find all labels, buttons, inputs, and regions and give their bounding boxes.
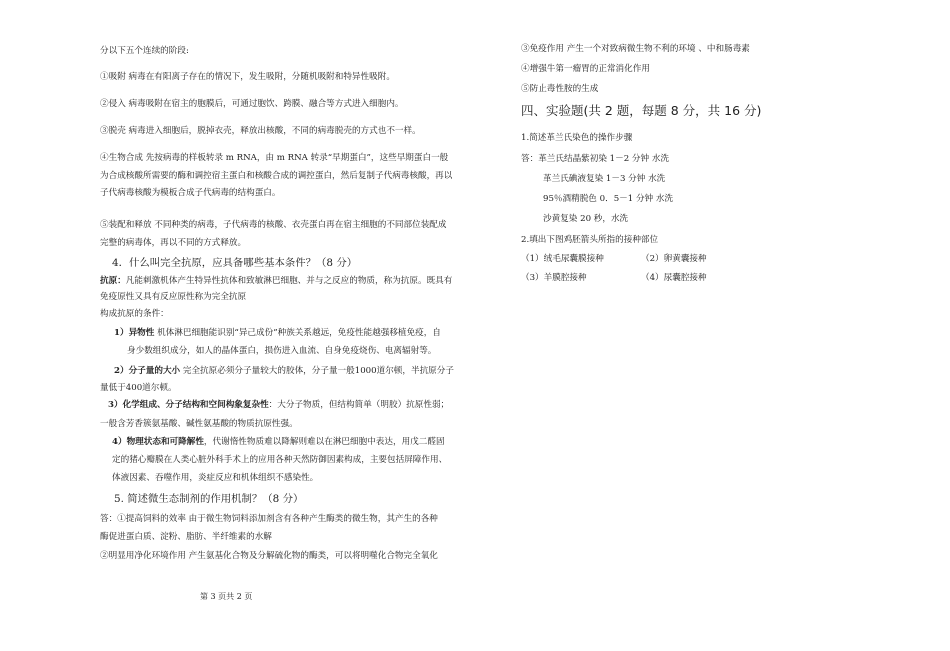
stage-biosynthesis-line3: 子代病毒核酸为模板合成子代病毒的结构蛋白。 (100, 188, 281, 198)
stage-biosynthesis-line2: 为合成核酸所需要的酶和调控宿主蛋白和核酸合成的调控蛋白，然后复制子代病毒核酸，再以 (100, 171, 453, 181)
mechanism-amine: ⑤防止毒性胺的生成 (521, 84, 599, 94)
condition-1-line1 (114, 326, 441, 342)
experiment-1-question: 1.简述革兰氏染色的操作步骤 (521, 133, 633, 143)
condition-3-line1 (108, 398, 449, 414)
stage-adsorption: ①吸附 病毒在有阳离子存在的情况下，发生吸附，分随机吸附和特异性吸附。 (100, 72, 395, 82)
stage-assembly-line2: 完整的病毒体，再以不同的方式释放。 (100, 238, 247, 248)
condition-2-text: 完全抗原必须分子量较大的胶体，分子量一般1000道尔顿，半抗原分子 (180, 366, 454, 376)
page-footer: 第 3 页共 2 页 (200, 592, 253, 601)
condition-1-term: 1）异物性 (114, 328, 155, 338)
condition-1-line2: 身少数组织成分，如人的晶体蛋白，损伤进入血流、自身免疫烧伤、电离辐射等。 (127, 346, 437, 356)
experiment-2-question: 2.填出下图鸡胚箭头所指的接种部位 (521, 235, 659, 245)
antigen-term: 抗原： (100, 276, 126, 286)
condition-4-line1 (112, 435, 445, 451)
condition-4-line2: 定的猪心瓣膜在人类心脏外科手术上的应用各种天然防御因素构成，主要包括屏障作用、 (112, 455, 448, 465)
stage-uncoating: ③脱壳 病毒进入细胞后，脱掉衣壳，释放出核酸，不同的病毒脱壳的方式也不一样。 (100, 126, 421, 136)
question-4: 4．什么叫完全抗原，应具备哪些基本条件？（8 分） (112, 257, 358, 269)
antigen-definition-line2: 免疫原性又具有反应原性称为完全抗原 (100, 292, 247, 302)
condition-3-term: 3）化学组成、分子结构和空间构象复杂性 (108, 400, 269, 410)
condition-4-line3: 体液因素、吞噬作用，炎症反应和机体组织不感染性。 (112, 473, 319, 483)
condition-2-line2: 量低于400道尔顿。 (100, 383, 177, 393)
inoculation-site-1: （1）绒毛尿囊膜接种 (521, 254, 604, 264)
stage-biosynthesis-line1: ④生物合成 先按病毒的样板转录 m RNA，由 m RNA 转录“早期蛋白”，这些早期蛋白一般 (100, 153, 449, 163)
question-5: 5. 简述微生态制剂的作用机制？（8 分） (114, 493, 304, 505)
condition-4-term: 4）物理状态和可降解性 (112, 437, 204, 447)
antigen-definition-text: 凡能刺激机体产生特异性抗体和致敏淋巴细胞、并与之反应的物质，称为抗原。既具有 (125, 276, 453, 286)
condition-1-text: 机体淋巴细胞能识别“异己成份”种族关系越远，免疫性能越强移植免疫，自 (154, 328, 441, 338)
inoculation-site-3: （3）羊膜腔接种 (521, 273, 587, 283)
inoculation-site-4: （4）尿囊腔接种 (641, 273, 707, 283)
condition-3-text: ：大分子物质，但结构简单（明胶）抗原性弱； (268, 400, 450, 410)
condition-4-text: ，代谢惰性物质难以降解则难以在淋巴细胞中表达，用戊二醛固 (203, 437, 445, 447)
mechanism-immune: ③免疫作用 产生一个对致病微生物不利的环境 、中和肠毒素 (521, 44, 750, 54)
mechanism-rumen: ④增强牛第一瘤胃的正常消化作用 (521, 64, 650, 74)
answer-5-line2: 酶促进蛋白质、淀粉、脂肪、半纤维素的水解 (100, 532, 272, 542)
intro-text: 分以下五个连续的阶段: (100, 46, 189, 56)
antigen-definition-line1 (100, 274, 452, 290)
condition-2-term: 2）分子量的大小 (114, 366, 181, 376)
condition-2-line1 (114, 364, 454, 380)
conditions-title: 构成抗原的条件： (100, 309, 169, 319)
gram-stain-step-1: 答：革兰氏结晶紫初染 1－2 分钟 水洗 (521, 154, 670, 164)
stage-penetration: ②侵入 病毒吸附在宿主的胞膜后，可通过胞饮、跨膜、融合等方式进入细胞内。 (100, 99, 404, 109)
inoculation-site-2: （2）卵黄囊接种 (641, 254, 707, 264)
answer-5-line3: ②明显用净化环境作用 产生氨基化合物及分解硫化物的酶类，可以将明噬化合物完全氧化 (100, 551, 438, 561)
gram-stain-step-4: 沙黄复染 20 秒，水洗 (543, 214, 629, 224)
condition-3-line2: 一般含芳香簇氨基酸、碱性氨基酸的物质抗原性强。 (100, 419, 298, 429)
section-4-heading: 四、实验题(共 2 题，每题 8 分，共 16 分) (521, 103, 762, 118)
answer-5-line1: 答：①提高饲料的效率 由于微生物饲料添加剂含有各种产生酶类的微生物，其产生的各种 (100, 514, 438, 524)
stage-assembly-line1: ⑤装配和释放 不同种类的病毒，子代病毒的核酸、衣壳蛋白再在宿主细胞的不同部位装配成 (100, 220, 447, 230)
gram-stain-step-2: 革兰氏碘液复染 1－3 分钟 水洗 (543, 174, 666, 184)
gram-stain-step-3: 95％酒精脱色 0．5－1 分钟 水洗 (543, 194, 674, 204)
